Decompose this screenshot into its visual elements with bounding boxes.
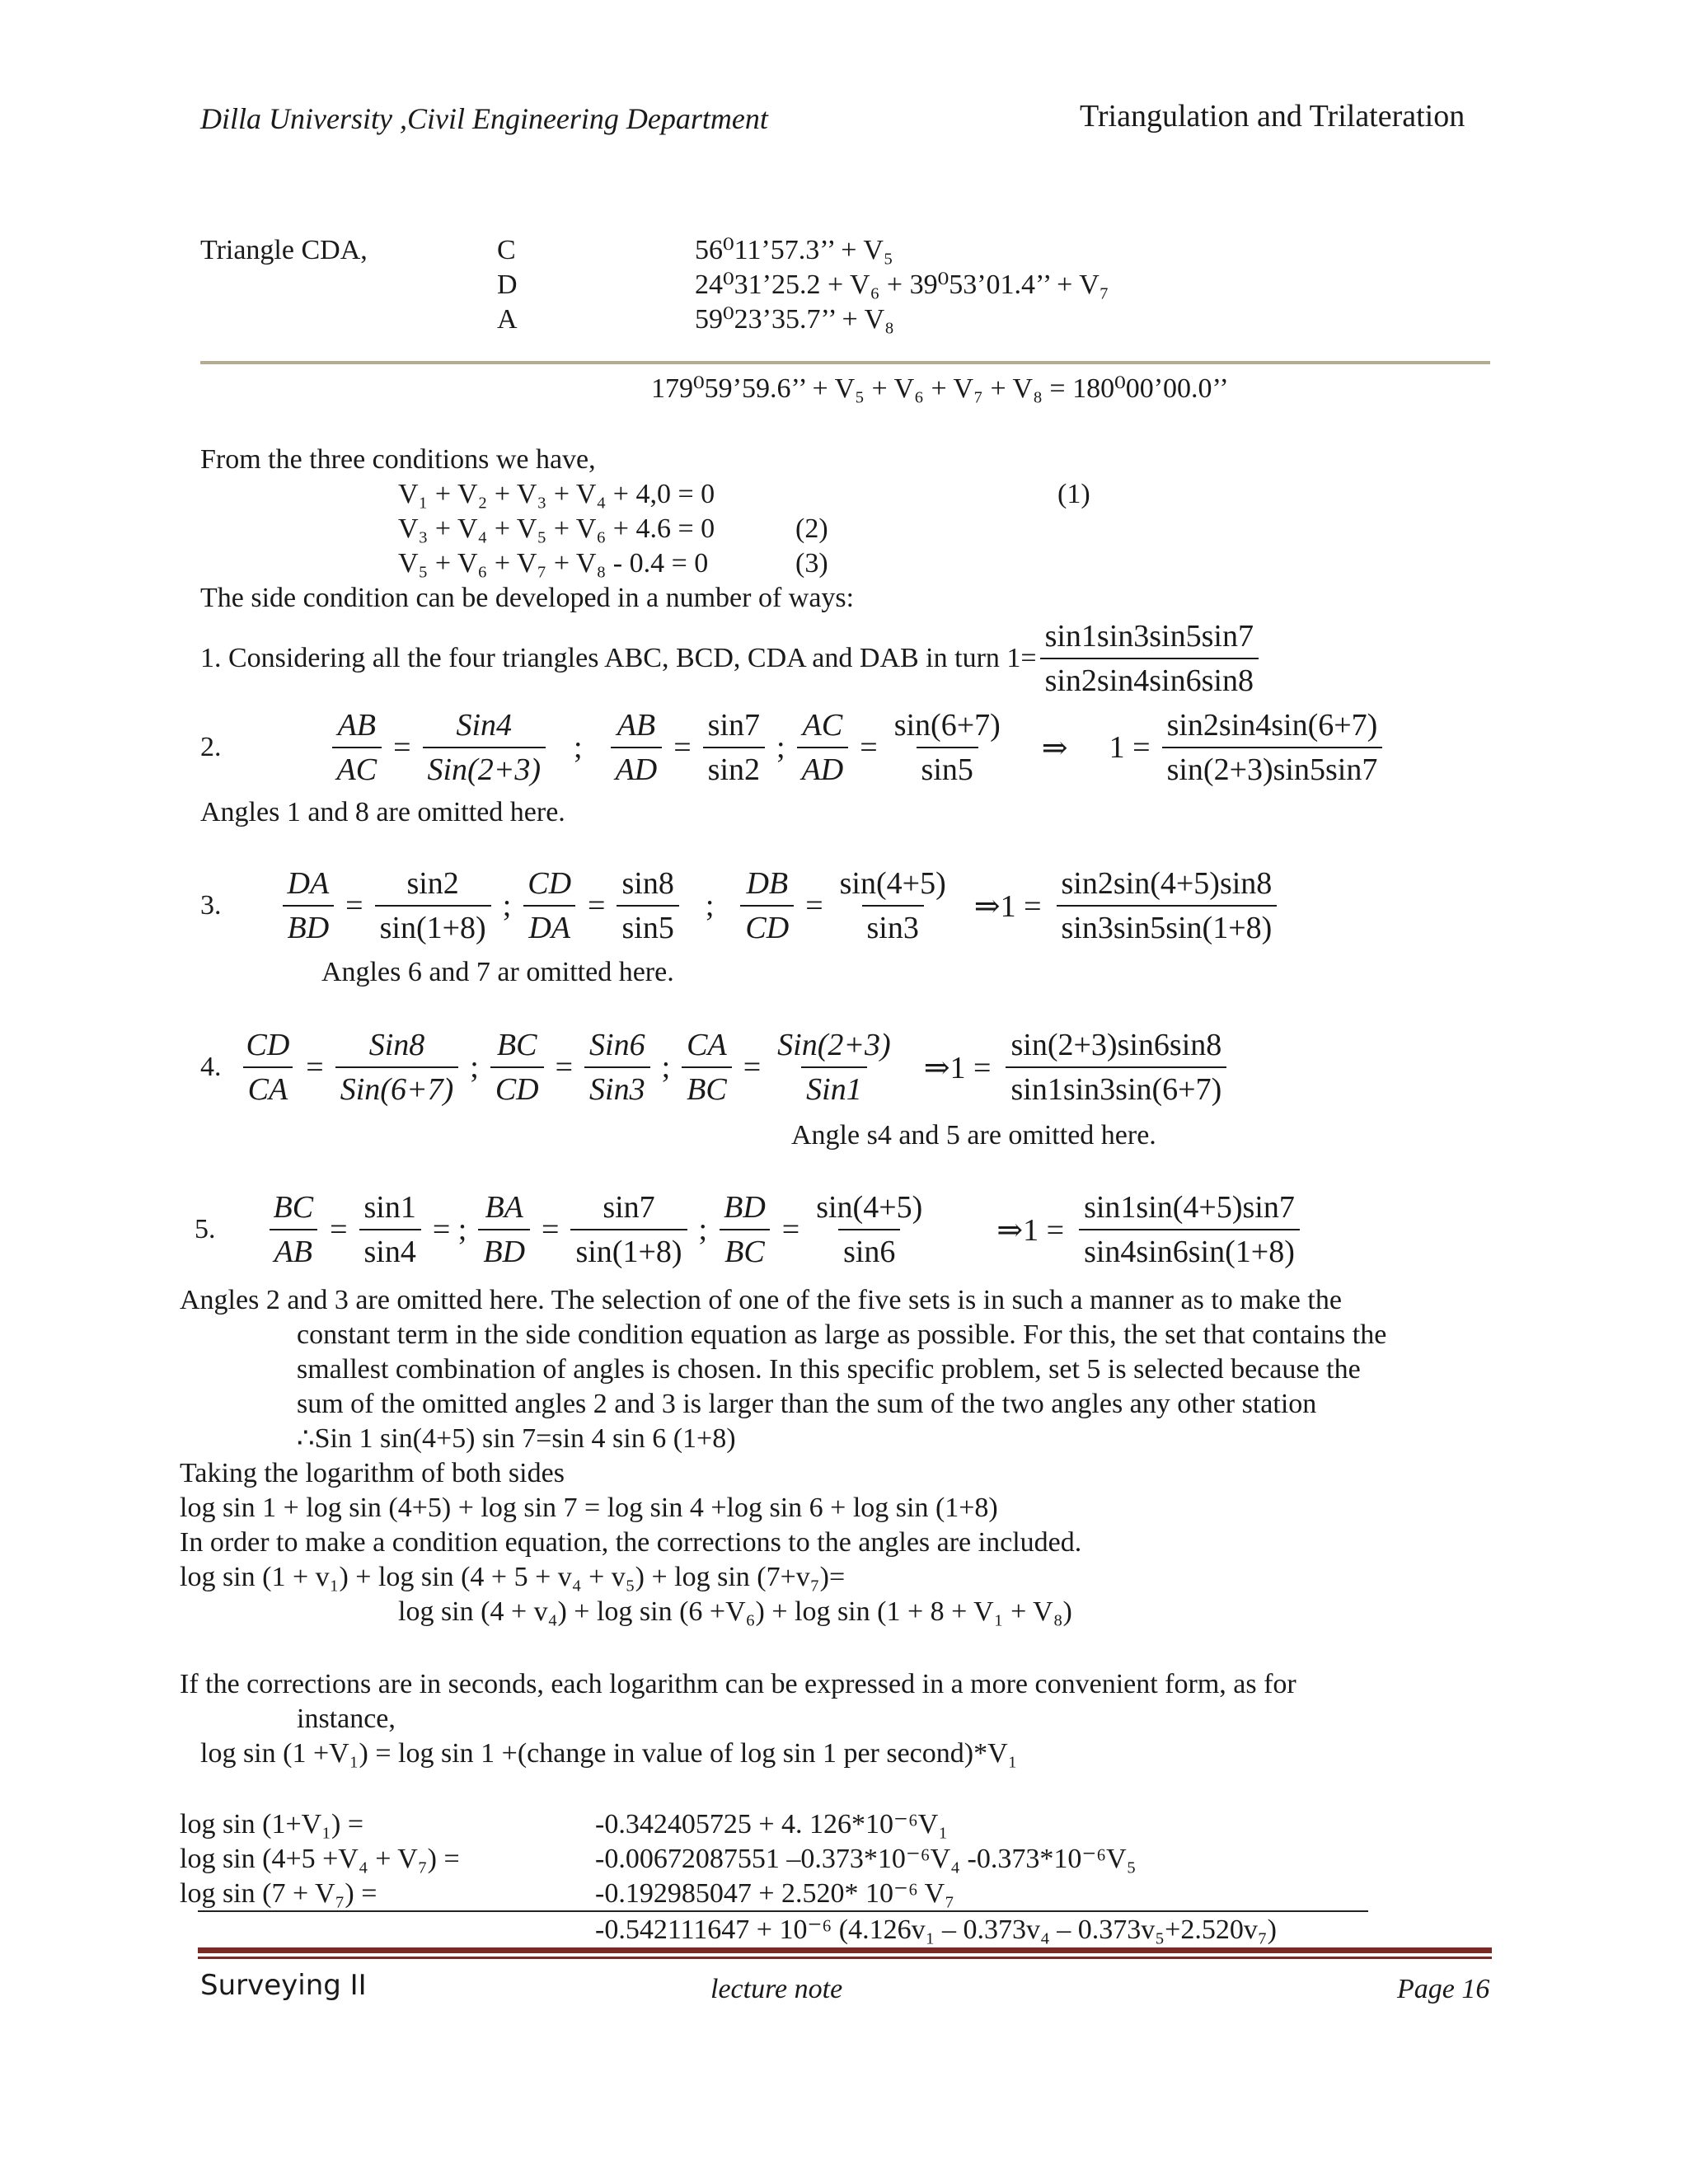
condition-eq-1: V₁ + V₂ + V₃ + V₄ + 4,0 = 0 — [398, 479, 715, 509]
frac-sin8-sin67 — [335, 1027, 459, 1108]
sum-rule — [200, 361, 1490, 364]
equals: = — [805, 888, 823, 923]
vertex-c-angle: 56⁰11’57.3’’ + V₅ — [695, 235, 893, 265]
den: sin3sin5sin(1+8) — [1057, 905, 1278, 946]
frac-ba-bd — [478, 1189, 530, 1270]
vertex-a-label: A — [497, 304, 518, 335]
paragraph-1-line-1: Angles 2 and 3 are omitted here. The selection of one of the five sets is in such a manner as to make the — [180, 1285, 1342, 1315]
header-department: Dilla University ,Civil Engineering Department — [200, 102, 768, 135]
num: Sin8 — [368, 1028, 425, 1062]
separator: ; — [705, 888, 715, 923]
set-2-result — [1162, 707, 1383, 788]
frac-sin1-sin4 — [359, 1189, 421, 1270]
den: sin1sin3sin(6+7) — [1006, 1066, 1226, 1108]
num: sin7 — [603, 1190, 655, 1225]
footer-doc-type: lecture note — [710, 1974, 843, 2004]
equals: = — [673, 730, 692, 765]
set-4-label: 4. — [200, 1052, 222, 1082]
num: DB — [746, 866, 789, 901]
vertex-d-angle: 24⁰31’25.2 + V₆ + 39⁰53’01.4’’ + V₇ — [695, 269, 1109, 300]
frac-sin23-sin1 — [772, 1027, 896, 1108]
num: Sin6 — [589, 1028, 645, 1062]
set-3-note: Angles 6 and 7 ar omitted here. — [321, 957, 674, 987]
den: sin5 — [917, 747, 978, 788]
num: AB — [617, 708, 656, 743]
equals: = — [743, 1050, 762, 1085]
frac-da-bd — [283, 865, 335, 946]
num: CD — [528, 866, 572, 901]
num: sin8 — [621, 866, 674, 901]
num: sin2sin(4+5)sin8 — [1061, 866, 1273, 901]
num: sin(2+3)sin6sin8 — [1010, 1028, 1222, 1062]
num: sin(4+5) — [816, 1190, 923, 1225]
num: sin(6+7) — [893, 708, 1001, 743]
equals: = — [345, 888, 363, 923]
frac-bc-cd — [490, 1027, 544, 1108]
frac-sin45-sin3 — [835, 865, 951, 946]
den: CD — [490, 1066, 544, 1108]
condition-eq-1-number: (1) — [1057, 479, 1090, 509]
log-total: -0.542111647 + 10⁻⁶ (4.126v₁ – 0.373v₄ – 0.373v₅+2.520v₇) — [595, 1915, 1278, 1945]
num: sin1 — [363, 1190, 416, 1225]
footer-page-number: Page 16 — [1397, 1974, 1490, 2004]
num: sin2sin4sin(6+7) — [1166, 708, 1378, 743]
frac-bd-bc — [719, 1189, 771, 1270]
set-2-label: 2. — [200, 732, 222, 762]
implies-arrow: ⇒1 = — [923, 1050, 992, 1085]
separator: ; — [661, 1050, 671, 1085]
num: sin7 — [707, 708, 761, 743]
set-2-note: Angles 1 and 8 are omitted here. — [200, 797, 565, 827]
num: DA — [287, 866, 330, 901]
paragraph-2-line-3: log sin (1 +V₁) = log sin 1 +(change in value of log sin 1 per second)*V₁ — [200, 1738, 1018, 1769]
frac-sin2-sin18 — [375, 865, 491, 946]
den: BC — [720, 1229, 770, 1270]
log-row-2-value: -0.00672087551 –0.373*10⁻⁶V₄ -0.373*10⁻⁶V₅ — [595, 1844, 1137, 1874]
frac-ab-ac — [332, 707, 382, 788]
den: CD — [740, 905, 794, 946]
header-topic: Triangulation and Trilateration — [1080, 99, 1465, 134]
den: sin2 — [703, 747, 765, 788]
set-3-equation — [200, 865, 1280, 946]
num: AC — [802, 708, 843, 743]
den: sin(1+8) — [570, 1229, 687, 1270]
implies-arrow: ⇒1 = — [973, 888, 1042, 924]
frac-sin4 — [423, 707, 546, 788]
set-5-label: 5. — [195, 1214, 216, 1244]
equals: = — [306, 1050, 324, 1085]
frac-sin8-sin5 — [617, 865, 678, 946]
equals: = — [393, 730, 411, 765]
logarithm-intro: Taking the logarithm of both sides — [180, 1458, 565, 1488]
den: CA — [243, 1066, 293, 1108]
log-row-2-label: log sin (4+5 +V₄ + V₇) = — [180, 1844, 460, 1874]
separator: ; — [776, 730, 785, 765]
separator: ; — [470, 1050, 479, 1085]
condition-eq-3-number: (3) — [795, 548, 828, 579]
angle-sum-equation: 179⁰59’59.6’’ + V₅ + V₆ + V₇ + V₈ = 180⁰00’00.0’’ — [651, 373, 1229, 404]
set-3-result — [1057, 865, 1278, 946]
log-row-1-label: log sin (1+V₁) = — [180, 1809, 364, 1840]
den: sin(1+8) — [375, 905, 491, 946]
frac-sin6-sin3 — [584, 1027, 650, 1108]
log-row-3-value: -0.192985047 + 2.520* 10⁻⁶ V₇ — [595, 1878, 955, 1909]
frac-cd-ca — [241, 1027, 295, 1108]
set-2-equation — [200, 707, 1386, 788]
set-4-result — [1006, 1027, 1226, 1108]
set-1-denominator: sin2sin4sin6sin8 — [1040, 658, 1259, 699]
frac-cd-da — [523, 865, 576, 946]
den: BD — [283, 905, 335, 946]
den: AD — [611, 747, 663, 788]
log-row-1-value: -0.342405725 + 4. 126*10⁻⁶V₁ — [595, 1809, 949, 1840]
frac-sin45-sin6 — [811, 1189, 927, 1270]
den: AB — [270, 1229, 317, 1270]
set-5-equation — [195, 1189, 1303, 1270]
vertex-d-label: D — [497, 269, 518, 300]
separator: ; — [698, 1212, 708, 1247]
footer-rule-thin — [198, 1957, 1492, 1959]
den: BD — [478, 1229, 530, 1270]
set-1-fraction — [1040, 618, 1259, 699]
sum-rule — [198, 1910, 1368, 1912]
set-1-equation — [200, 618, 1262, 699]
den: BC — [682, 1066, 732, 1108]
num: BC — [496, 1028, 537, 1062]
separator: ; — [574, 730, 583, 765]
den: Sin3 — [584, 1066, 650, 1108]
equals: = — [860, 730, 878, 765]
num: CD — [246, 1028, 290, 1062]
paragraph-2-line-2: instance, — [297, 1704, 396, 1734]
equals: = — [330, 1212, 348, 1247]
side-condition-intro: The side condition can be developed in a number of ways: — [200, 583, 855, 613]
set-1-text: 1. Considering all the four triangles ABC, BCD, CDA and DAB in turn 1= — [200, 643, 1037, 673]
den: sin4sin6sin(1+8) — [1079, 1229, 1300, 1270]
condition-intro: In order to make a condition equation, the corrections to the angles are included. — [180, 1527, 1082, 1558]
num: sin(4+5) — [839, 866, 946, 901]
footer-rule — [198, 1947, 1492, 1953]
vertex-a-angle: 59⁰23’35.7’’ + V₈ — [695, 304, 895, 335]
set-4-equation — [200, 1027, 1230, 1108]
condition-eq-2-number: (2) — [795, 513, 828, 544]
frac-ca-bc — [682, 1027, 732, 1108]
set-1-numerator: sin1sin3sin5sin7 — [1044, 619, 1254, 654]
num: BC — [273, 1190, 314, 1225]
frac-sin67-sin5 — [889, 707, 1006, 788]
num: sin1sin(4+5)sin7 — [1084, 1190, 1295, 1225]
set-5-result — [1079, 1189, 1300, 1270]
num: BD — [724, 1190, 766, 1225]
condition-eq-3: V₅ + V₆ + V₇ + V₈ - 0.4 = 0 — [398, 548, 709, 579]
separator: ; — [502, 888, 512, 923]
den: Sin(6+7) — [335, 1066, 459, 1108]
num: BA — [485, 1190, 523, 1225]
one-equals: 1 = — [1109, 730, 1151, 765]
num: AB — [337, 708, 376, 743]
paragraph-2-line-1: If the corrections are in seconds, each logarithm can be expressed in a more convenient form, as for — [180, 1669, 1296, 1699]
den: sin3 — [862, 905, 924, 946]
implies-arrow: ⇒1 = — [996, 1212, 1065, 1248]
den: sin4 — [359, 1229, 421, 1270]
frac-bc-ab — [269, 1189, 319, 1270]
den: DA — [523, 905, 575, 946]
frac-ab-ad — [611, 707, 663, 788]
set-4-note: Angle s4 and 5 are omitted here. — [791, 1120, 1156, 1151]
footer-course: Surveying II — [200, 1969, 367, 2002]
den: Sin(2+3) — [423, 747, 546, 788]
log-equation: log sin 1 + log sin (4+5) + log sin 7 = log sin 4 +log sin 6 + log sin (1+8) — [180, 1493, 998, 1523]
frac-sin7-sin2 — [703, 707, 765, 788]
triangle-title: Triangle CDA, — [200, 235, 368, 265]
den: AC — [332, 747, 382, 788]
condition-eq-2: V₃ + V₄ + V₅ + V₆ + 4.6 = 0 — [398, 513, 715, 544]
num: CA — [687, 1028, 727, 1062]
equals: = — [781, 1212, 800, 1247]
equals: = — [555, 1050, 574, 1085]
log-row-3-label: log sin (7 + V₇) = — [180, 1878, 377, 1909]
num: Sin4 — [456, 708, 513, 743]
num: Sin(2+3) — [777, 1028, 891, 1062]
den: sin(2+3)sin5sin7 — [1162, 747, 1383, 788]
conditions-intro: From the three conditions we have, — [200, 444, 596, 475]
den: Sin1 — [801, 1066, 867, 1108]
frac-sin7-sin18 — [570, 1189, 687, 1270]
therefore-equation: ∴Sin 1 sin(4+5) sin 7=sin 4 sin 6 (1+8) — [297, 1423, 736, 1454]
vertex-c-label: C — [497, 235, 516, 265]
corrected-log-rhs: log sin (4 + v₄) + log sin (6 +V₆) + log sin (1 + 8 + V₁ + V₈) — [398, 1596, 1072, 1627]
paragraph-1-line-2: constant term in the side condition equation as large as possible. For this, the set that contains the — [297, 1319, 1387, 1350]
den: AD — [797, 747, 849, 788]
num: sin2 — [406, 866, 459, 901]
paragraph-1-line-4: sum of the omitted angles 2 and 3 is larger than the sum of the two angles any other station — [297, 1389, 1317, 1419]
equals: = — [588, 888, 606, 923]
equals-separator: = ; — [432, 1212, 467, 1247]
paragraph-1-line-3: smallest combination of angles is chosen. In this specific problem, set 5 is selected because the — [297, 1354, 1361, 1385]
frac-db-cd — [740, 865, 794, 946]
implies-arrow: ⇒ — [1041, 730, 1068, 766]
den: sin6 — [838, 1229, 900, 1270]
set-3-label: 3. — [200, 890, 222, 921]
den: sin5 — [617, 905, 678, 946]
frac-ac-ad — [797, 707, 849, 788]
equals: = — [542, 1212, 560, 1247]
corrected-log-lhs: log sin (1 + v₁) + log sin (4 + 5 + v₄ + v₅) + log sin (7+v₇)= — [180, 1562, 846, 1592]
